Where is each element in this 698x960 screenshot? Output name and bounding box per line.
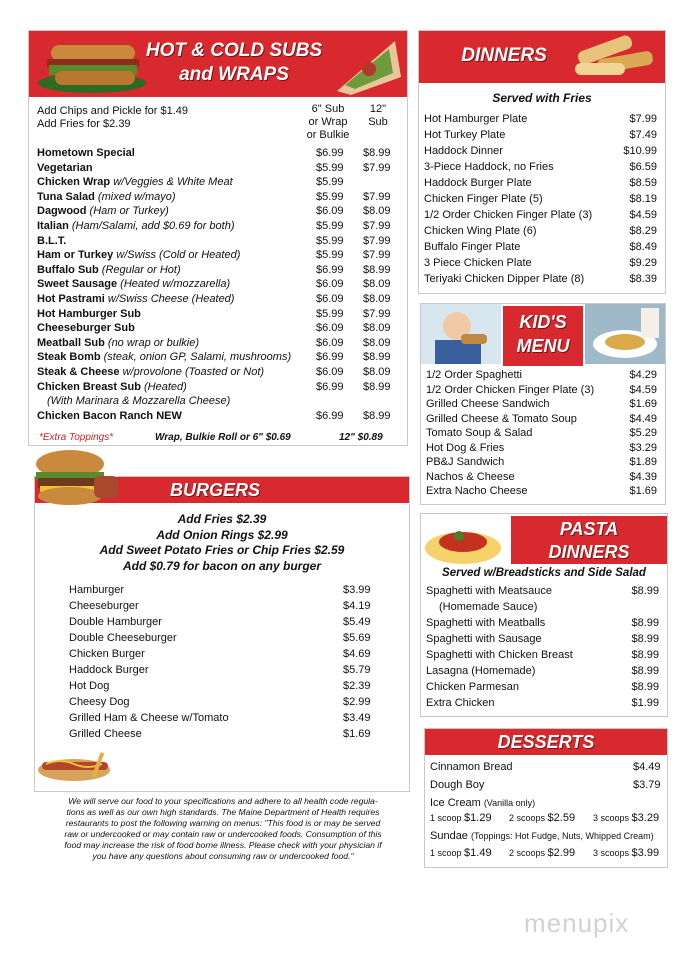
sundae-note: (Toppings: Hot Fudge, Nuts, Whipped Cream)	[471, 831, 654, 841]
sub-price-12: $8.09	[363, 278, 391, 291]
sub-item-note: (Ham/Salami, add $0.69 for both)	[68, 220, 235, 232]
sub-item-note: (no wrap or bulkie)	[104, 336, 199, 349]
sub-price-6: $5.99	[316, 190, 344, 203]
ice-cream-1: 1 scoop $1.29	[430, 812, 492, 824]
sub-price-12: $8.99	[363, 409, 391, 422]
pasta-price: $8.99	[631, 665, 659, 677]
sub-price-6: $5.99	[316, 176, 344, 189]
kids-item: 1/2 Order Chicken Finger Plate (3)	[426, 383, 595, 396]
sundae-3: 3 scoops $3.99	[593, 847, 660, 859]
disclaimer-line: food may increase the risk of food borne illness. Please check with your physician if	[64, 840, 382, 850]
ice-cream-note: (Vanilla only)	[483, 798, 536, 808]
sub-price-12: $8.09	[363, 293, 391, 305]
burger-price: $2.99	[343, 696, 371, 708]
kids-price: $5.29	[629, 427, 657, 439]
sub-price-12: $8.99	[363, 147, 391, 159]
sub-item-note: (Heated)	[140, 380, 187, 393]
dessert-dough: Dough Boy	[430, 779, 485, 791]
kids-item: PB&J Sandwich	[426, 456, 505, 468]
kids-item: Extra Nacho Cheese	[426, 485, 528, 497]
kids-price: $4.49	[629, 412, 657, 425]
sub-price-12: $8.99	[363, 351, 391, 364]
burger-addon: Add Onion Rings $2.99	[156, 527, 288, 542]
burger-item: Double Cheeseburger	[69, 632, 177, 644]
dinner-item: 3-Piece Haddock, no Fries	[424, 161, 554, 173]
sub-price-6: $6.09	[316, 366, 344, 378]
sub-item-name: Ham or Turkey	[37, 249, 114, 262]
kids-item: Grilled Cheese & Tomato Soup	[426, 412, 577, 425]
pasta-item: Lasagna (Homemade)	[426, 665, 536, 677]
sub-price-6: $6.99	[316, 409, 344, 422]
sub-item-note: (steak, onion GP, Salami, mushrooms)	[100, 351, 292, 364]
dinner-item: Teriyaki Chicken Dipper Plate (8)	[424, 273, 585, 285]
kids-price: $4.59	[629, 383, 657, 396]
kids-price: $1.69	[629, 398, 657, 410]
dinner-price: $8.39	[629, 273, 657, 285]
dessert-cinnamon: Cinnamon Bread	[430, 761, 513, 773]
pasta-price: $8.99	[631, 681, 659, 693]
sub-price-12: $8.09	[363, 205, 391, 218]
sub-price-6: $6.09	[316, 322, 344, 335]
pasta-price: $8.99	[631, 649, 659, 661]
sub-item	[37, 308, 141, 321]
sub-item-name: Cheeseburger Sub	[37, 322, 135, 335]
sub-item	[37, 264, 181, 277]
sub-item-name: Steak & Cheese	[37, 366, 120, 378]
sub-price-12: $7.99	[363, 307, 391, 320]
sub-item-name: Chicken Breast Sub	[37, 380, 141, 393]
sub-item	[37, 337, 199, 350]
dessert-ice-cream	[430, 797, 535, 810]
subs-add-chips: Add Chips and Pickle for $1.49	[37, 105, 189, 117]
sub-price-6: $6.99	[316, 263, 344, 276]
burger-price: $2.39	[343, 680, 371, 692]
dinner-price: $8.59	[629, 177, 657, 189]
desserts-panel	[424, 728, 668, 868]
ice-cream-label: Ice Cream	[430, 797, 481, 809]
pasta-price: $1.99	[631, 697, 659, 709]
subs-header	[29, 31, 407, 97]
burger-item: Double Hamburger	[69, 616, 162, 628]
pasta-panel	[420, 513, 668, 717]
sub-item-note: (Ham or Turkey)	[86, 205, 169, 218]
kids-plate-image	[585, 304, 665, 364]
pasta-price: $8.99	[631, 633, 659, 645]
burger-price: $3.99	[343, 584, 371, 596]
sub-price-12: $7.99	[363, 161, 391, 174]
pasta-item: Extra Chicken	[426, 697, 495, 709]
dinner-item: Haddock Burger Plate	[424, 177, 532, 189]
dinner-price: $4.59	[629, 209, 657, 221]
burger-price: $4.69	[343, 648, 371, 660]
sub-price-6: $5.99	[316, 161, 344, 174]
hotdog-image	[36, 746, 116, 784]
kid-photo	[421, 304, 501, 364]
egg-rolls-image	[567, 33, 663, 81]
burger-item: Grilled Ham & Cheese w/Tomato	[69, 712, 229, 724]
pasta-item: Spaghetti with Chicken Breast	[426, 649, 573, 661]
sub-price-6: $6.09	[316, 293, 344, 305]
dinner-item: 1/2 Order Chicken Finger Plate (3)	[424, 209, 593, 221]
kids-price: $1.69	[629, 485, 657, 497]
dinner-item: Chicken Finger Plate (5)	[424, 193, 543, 205]
burger-item: Hamburger	[69, 584, 125, 596]
dinner-item: Hot Hamburger Plate	[424, 113, 528, 125]
sub-item	[37, 249, 240, 262]
burger-price: $5.49	[343, 616, 371, 628]
sub-item	[37, 351, 291, 364]
sundae-2: 2 scoops $2.99	[509, 847, 576, 859]
extra-toppings-text: Wrap, Bulkie Roll or 6" $0.69	[155, 432, 291, 443]
dinner-price: $9.29	[629, 257, 657, 269]
sub-price-6: $5.99	[316, 220, 344, 232]
kids-price: $3.29	[629, 441, 657, 454]
sub-price-12: $7.99	[363, 220, 391, 232]
burger-addon: Add Sweet Potato Fries or Chip Fries $2.59	[99, 543, 345, 557]
kids-item: Grilled Cheese Sandwich	[426, 398, 550, 410]
sub-price-6: $6.99	[316, 147, 344, 159]
sub-item-name: Meatball Sub	[37, 336, 105, 349]
sundae-label: Sundae	[430, 830, 468, 842]
burger-price: $1.69	[343, 728, 371, 740]
sub-price-6: $6.09	[316, 336, 344, 349]
sub-price-12: $7.99	[363, 249, 391, 262]
sub-item-note: (With Marinara & Mozzarella Cheese)	[47, 395, 231, 408]
disclaimer-line: you have any questions about consuming raw or undercooked food."	[92, 851, 354, 861]
sub-item	[37, 205, 169, 218]
pasta-item: (Homemade Sauce)	[439, 601, 538, 613]
sub-item-name: Hot Pastrami	[37, 293, 105, 305]
desserts-header	[425, 729, 667, 755]
burgers-panel	[34, 476, 410, 792]
dinner-price: $8.29	[629, 225, 657, 237]
kids-header	[421, 304, 665, 364]
sub-price-6: $5.99	[316, 249, 344, 262]
pasta-price: $8.99	[631, 617, 659, 629]
dessert-cinnamon-price: $4.49	[633, 761, 661, 773]
pasta-price: $8.99	[631, 585, 659, 597]
sub-price-12: $8.99	[363, 263, 391, 276]
kids-price: $1.89	[629, 456, 657, 468]
disclaimer-line: restaurants to post the following warning on menus: "This food is or may be served	[65, 818, 381, 828]
sub-item-note: (mixed w/mayo)	[94, 190, 176, 203]
sub-item	[37, 191, 176, 204]
desserts-title: DESSERTS	[497, 732, 595, 752]
watermark: menupix	[524, 908, 630, 938]
burger-addon: Add Fries $2.39	[177, 512, 267, 526]
sub-item-name: Buffalo Sub	[37, 263, 99, 276]
kids-item: 1/2 Order Spaghetti	[426, 369, 523, 381]
sub-item-name: Chicken Bacon Ranch NEW	[37, 409, 182, 422]
burger-price: $5.79	[343, 664, 371, 676]
sub-item-name: Hometown Special	[37, 147, 135, 159]
dinner-price: $10.99	[623, 145, 657, 157]
sub-price-12: $7.99	[363, 190, 391, 203]
sub-item	[37, 410, 182, 423]
sub-item	[37, 162, 93, 175]
sub-item	[37, 278, 230, 291]
sub-item	[37, 381, 187, 394]
burger-addon: Add $0.79 for bacon on any burger	[122, 558, 322, 573]
disclaimer-line: We will serve our food to your specifications and adhere to all health code regula-	[68, 796, 378, 806]
burger-item: Chicken Burger	[69, 648, 145, 660]
sub-price-6: $6.99	[316, 351, 344, 364]
spaghetti-image	[423, 516, 503, 566]
pasta-header	[511, 516, 667, 564]
dessert-sundae	[430, 830, 654, 843]
sub-item-note: (Regular or Hot)	[98, 263, 181, 276]
dinners-panel	[418, 30, 666, 294]
sub-item	[37, 395, 230, 408]
sub-item-name: Sweet Sausage	[37, 278, 118, 291]
dinner-item: Chicken Wing Plate (6)	[424, 225, 537, 237]
sub-item-note: w/Veggies & White Meat	[110, 176, 233, 189]
ice-cream-2: 2 scoops $2.59	[509, 812, 576, 824]
dinner-price: $8.19	[629, 193, 657, 205]
dinner-price: $8.49	[629, 241, 657, 253]
kids-title: KID'S MENU	[503, 306, 583, 366]
burger-item: Grilled Cheese	[69, 728, 142, 740]
sub-price-12: $8.99	[363, 380, 391, 393]
sub-item-name: B.L.T.	[37, 234, 67, 247]
col-6-inch-header: 6" Sub or Wrap or Bulkie	[306, 103, 350, 141]
col-12-inch-header: 12" Sub	[368, 103, 388, 128]
pasta-item: Spaghetti with Sausage	[426, 633, 542, 645]
sub-item	[37, 322, 135, 335]
sub-item-name: Steak Bomb	[37, 351, 101, 364]
extra-toppings-12: 12" $0.89	[339, 432, 383, 443]
sub-item-name: Vegetarian	[37, 161, 93, 174]
disclaimer-line: tions as well as our own high standards. The Maine Department of Health requires	[66, 807, 380, 817]
burger-item: Cheesy Dog	[69, 696, 130, 708]
sub-item-name: Chicken Wrap	[37, 176, 111, 189]
kids-price: $4.29	[629, 369, 657, 381]
sub-price-12: $7.99	[363, 234, 391, 247]
sub-price-12: $8.09	[363, 322, 391, 335]
sub-item-note: w/Swiss Cheese (Heated)	[104, 293, 235, 305]
kids-price: $4.39	[629, 470, 657, 483]
sub-item	[37, 366, 264, 379]
kids-item: Hot Dog & Fries	[426, 441, 505, 454]
dinners-title: DINNERS	[461, 45, 547, 66]
health-disclaimer	[34, 796, 412, 862]
dinner-price: $7.49	[629, 129, 657, 141]
sub-price-6: $6.09	[316, 278, 344, 291]
sub-item	[37, 235, 66, 248]
sub-item-name: Tuna Salad	[37, 190, 95, 203]
subs-panel	[28, 30, 408, 446]
dinner-price: $6.59	[629, 161, 657, 173]
kids-item: Tomato Soup & Salad	[426, 427, 533, 439]
pasta-title: PASTA DINNERS	[548, 519, 630, 562]
pasta-item: Spaghetti with Meatsauce	[426, 585, 552, 597]
dinner-item: Hot Turkey Plate	[424, 129, 506, 141]
dinners-subtitle: Served with Fries	[492, 91, 592, 105]
sub-item-note: (Heated w/mozzarella)	[117, 278, 231, 291]
sub-item	[37, 176, 233, 189]
sub-item-note: w/Swiss (Cold or Heated)	[113, 249, 241, 262]
dinner-item: 3 Piece Chicken Plate	[424, 257, 532, 269]
burger-image	[30, 446, 118, 508]
burger-price: $3.49	[343, 712, 371, 724]
sub-item-name: Dagwood	[37, 205, 87, 218]
burgers-title: BURGERS	[169, 480, 260, 500]
ice-cream-3: 3 scoops $3.29	[593, 812, 660, 824]
burger-item: Haddock Burger	[69, 664, 149, 676]
sub-price-12: $8.09	[363, 336, 391, 349]
pasta-subtitle: Served w/Breadsticks and Side Salad	[442, 567, 646, 579]
sundae-1: 1 scoop $1.49	[430, 847, 492, 859]
burger-price: $5.69	[343, 632, 371, 644]
sub-price-6: $5.99	[316, 307, 344, 320]
sub-item-note: w/provolone (Toasted or Not)	[119, 366, 265, 378]
sub-item-name: Italian	[37, 220, 69, 232]
subs-title: HOT & COLD SUBS and WRAPS	[145, 40, 323, 85]
pasta-item: Chicken Parmesan	[426, 681, 519, 693]
sub-item	[37, 220, 235, 233]
kids-item: Nachos & Cheese	[426, 470, 515, 483]
sub-item-name: Hot Hamburger Sub	[37, 307, 141, 320]
dinner-price: $7.99	[629, 113, 657, 125]
burger-item: Cheeseburger	[69, 600, 139, 612]
sub-item	[37, 293, 234, 306]
dinner-item: Haddock Dinner	[424, 145, 503, 157]
dinner-item: Buffalo Finger Plate	[424, 241, 521, 253]
extra-toppings-label: *Extra Toppings*	[39, 432, 114, 443]
burger-price: $4.19	[343, 600, 371, 612]
sub-price-6: $5.99	[316, 234, 344, 247]
burger-item: Hot Dog	[69, 680, 110, 692]
sub-item	[37, 147, 135, 160]
subs-add-fries: Add Fries for $2.39	[37, 118, 131, 130]
sub-price-6: $6.09	[316, 205, 344, 218]
dessert-dough-price: $3.79	[633, 779, 661, 791]
sub-price-12: $8.09	[363, 366, 391, 378]
sub-price-6: $6.99	[316, 380, 344, 393]
pasta-item: Spaghetti with Meatballs	[426, 617, 546, 629]
disclaimer-line: raw or undercooked or may contain raw or undercooked foods. Consumption of this	[64, 829, 382, 839]
dinners-header	[419, 31, 665, 83]
kids-panel	[420, 303, 666, 505]
